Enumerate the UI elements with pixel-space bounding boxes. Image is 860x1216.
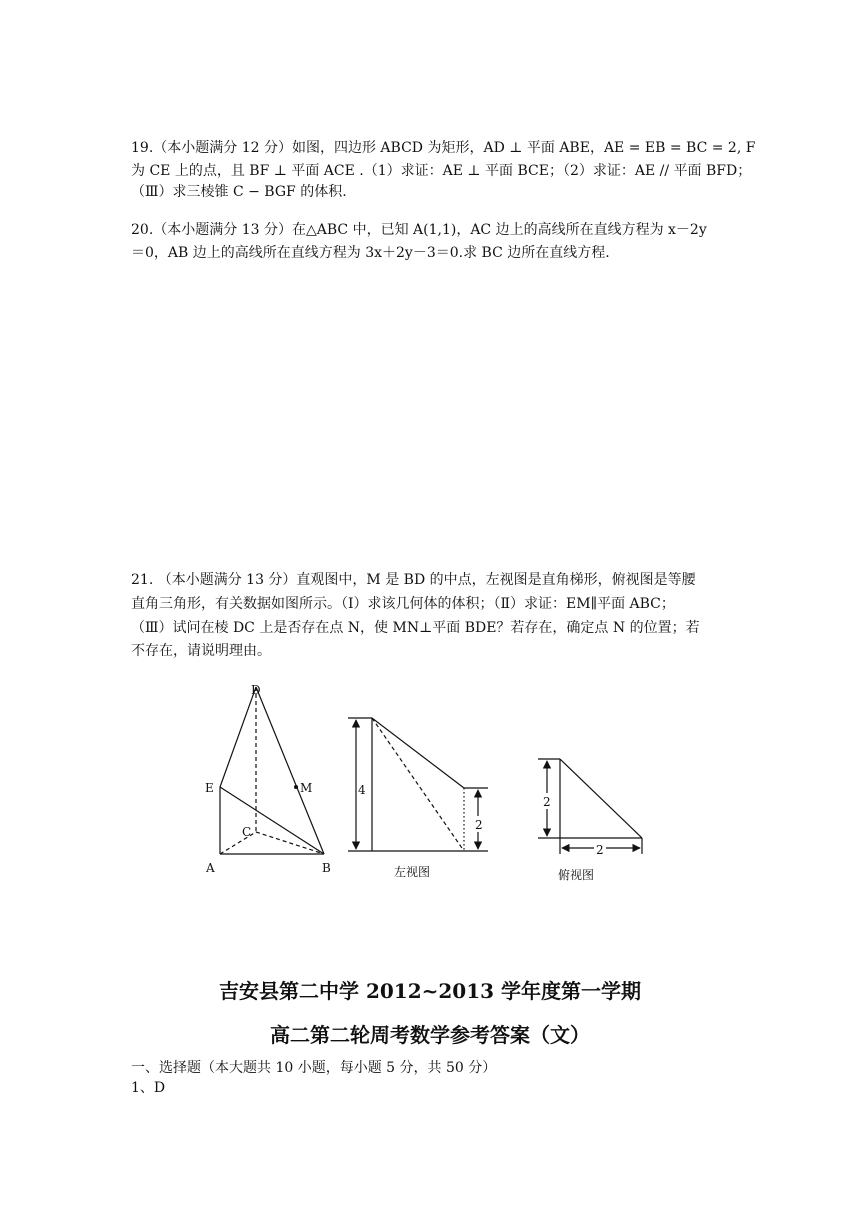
geometry-figure bbox=[0, 670, 860, 890]
label-a: A bbox=[206, 861, 215, 875]
answer-section-1: 一、选择题（本大题共 10 小题，每小题 5 分，共 50 分） bbox=[131, 1060, 497, 1076]
answer-title-1: 吉安县第二中学 2012~2013 学年度第一学期 bbox=[218, 979, 641, 1003]
q20-line-1: 20.（本小题满分 13 分）在△ABC 中，已知 A(1,1)，AC 边上的高线所在直线方程为 x－2y bbox=[131, 222, 707, 238]
left-view bbox=[348, 718, 488, 851]
q19-line-1: 19.（本小题满分 12 分）如图，四边形 ABCD 为矩形，AD ⊥ 平面 ABE，AE = EB = BC = 2, F bbox=[131, 140, 756, 156]
solid-3d-view bbox=[220, 687, 324, 854]
label-m: M bbox=[300, 781, 313, 795]
top-view-caption: 俯视图 bbox=[558, 868, 595, 882]
label-d: D bbox=[251, 683, 261, 697]
label-c: C bbox=[242, 825, 252, 839]
q20-line-2: ＝0，AB 边上的高线所在直线方程为 3x＋2y－3＝0.求 BC 边所在直线方程. bbox=[131, 245, 610, 261]
left-view-dim-short: 2 bbox=[475, 818, 483, 832]
top-view-dim-vertical: 2 bbox=[543, 795, 551, 809]
answer-title-2: 高二第二轮周考数学参考答案（文） bbox=[270, 1023, 590, 1047]
left-view-dim-tall: 4 bbox=[358, 783, 366, 797]
q21-line-2: 直角三角形，有关数据如图所示。（Ⅰ）求该几何体的体积；（Ⅱ）求证：EM∥平面 ABC； bbox=[131, 596, 675, 612]
q21-line-1: 21. （本小题满分 13 分）直观图中，M 是 BD 的中点，左视图是直角梯形，俯视图是等腰 bbox=[131, 572, 696, 588]
label-e: E bbox=[205, 781, 214, 795]
q21-line-4: 不存在，请说明理由。 bbox=[131, 643, 271, 659]
top-view-dim-horizontal: 2 bbox=[596, 843, 604, 857]
left-view-caption: 左视图 bbox=[394, 865, 431, 879]
answer-item-1: 1、D bbox=[131, 1080, 166, 1096]
q21-line-3: （Ⅲ）试问在棱 DC 上是否存在点 N，使 MN⊥平面 BDE？若存在，确定点 N 的位置；若 bbox=[131, 620, 700, 636]
q19-line-2: 为 CE 上的点，且 BF ⊥ 平面 ACE .（1）求证：AE ⊥ 平面 BCE；（2）求证：AE // 平面 BFD； bbox=[131, 163, 752, 179]
label-b: B bbox=[322, 861, 331, 875]
top-view bbox=[538, 759, 642, 854]
q19-line-3: （Ⅲ）求三棱锥 C − BGF 的体积. bbox=[131, 184, 347, 200]
point-m-dot bbox=[294, 785, 298, 789]
